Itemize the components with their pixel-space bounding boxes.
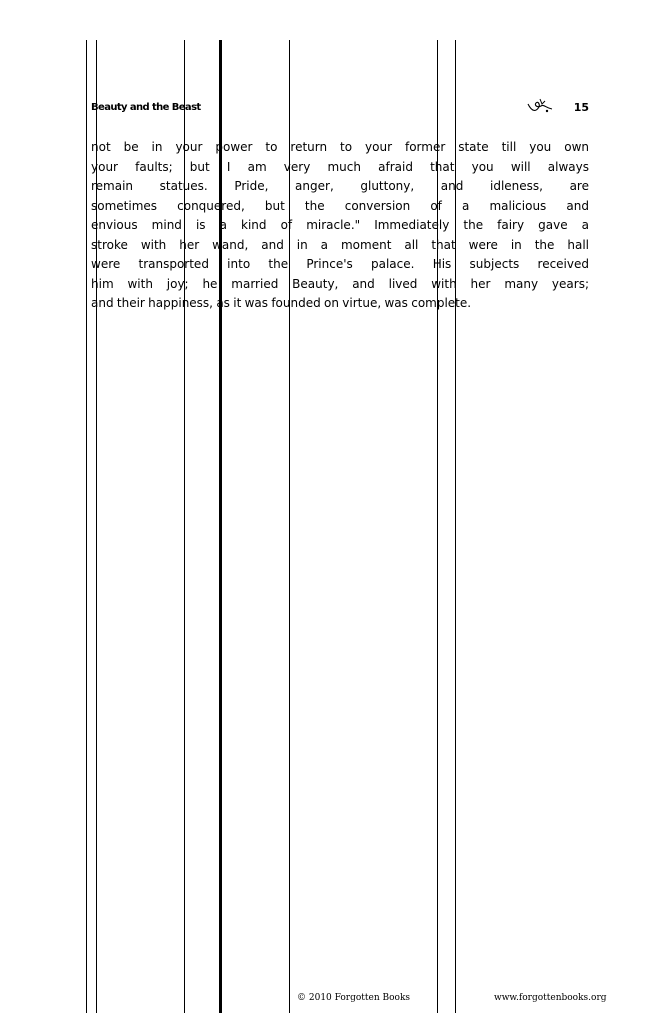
text-line: sometimes conquered, but the conversion of a malicious and: [91, 198, 589, 213]
text-line: him with joy; he married Beauty, and lived with her many years;: [91, 276, 589, 291]
text-line: and their happiness, as it was founded on virtue, was complete.: [91, 296, 472, 310]
running-title: Beauty and the Beast: [91, 102, 201, 113]
text-line: stroke with her wand, and in a moment all that were in the hall: [91, 237, 589, 252]
body-text: [91, 138, 589, 314]
text-line: remain statues. Pride, anger, gluttony, and idleness, are: [91, 179, 589, 193]
page-number: 15: [573, 101, 589, 114]
copyright-notice: © 2010 Forgotten Books: [297, 993, 411, 1003]
decorative-flourish-icon: [527, 98, 553, 114]
text-line: not be in your power to return to your former state till you own: [91, 140, 589, 154]
text-line: envious mind is a kind of miracle." Immediately the fairy gave a: [91, 218, 589, 232]
text-line: were transported into the Prince's palace. His subjects received: [91, 257, 589, 271]
page-header: [91, 98, 589, 118]
text-line: your faults; but I am very much afraid that you will always: [91, 159, 589, 174]
scan-line: [86, 40, 87, 1013]
site-url: www.forgottenbooks.org: [494, 993, 607, 1003]
